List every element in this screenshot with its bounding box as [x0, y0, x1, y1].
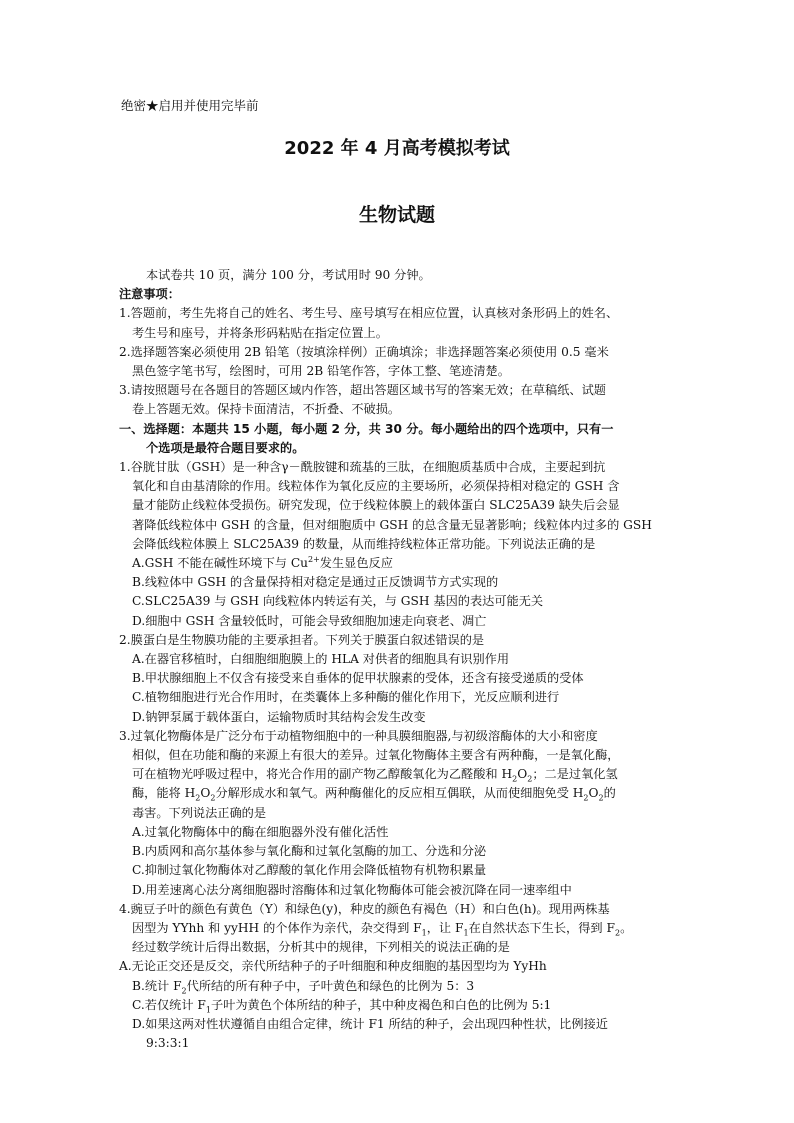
stem-text: 的	[603, 786, 616, 801]
question-stem: 2.膜蛋白是生物膜功能的主要承担者。下列关于膜蛋白叙述错误的是	[119, 632, 485, 647]
option-d: D.钠钾泵属于载体蛋白，运输物质时其结构会发生改变	[132, 709, 426, 724]
question-3	[119, 727, 691, 900]
stem-text: ；二是过氧化氢	[532, 767, 618, 782]
option-b: B.线粒体中 GSH 的含量保持相对稳定是通过正反馈调节方式实现的	[132, 575, 499, 590]
option-text: A.GSH 不能在碱性环境下与 Cu	[132, 556, 308, 571]
subject-title: 生物试题	[358, 204, 435, 226]
note-3	[119, 381, 691, 419]
confidential-notice: 绝密★启用并使用完毕前	[121, 98, 259, 113]
option-text: B.统计 F	[132, 978, 182, 993]
option-c: C.SLC25A39 与 GSH 向线粒体内转运有关，与 GSH 基因的表达可能无关	[132, 594, 544, 609]
question-stem: 量才能防止线粒体受损伤。研究发现，位于线粒体膜上的载体蛋白 SLC25A39 缺失后会显	[132, 498, 620, 513]
note-2	[119, 343, 691, 381]
question-4	[119, 900, 691, 1054]
stem-text: 因型为 YYhh 和 yyHH 的个体作为亲代，杂交得到 F	[132, 920, 422, 935]
stem-text: O	[588, 786, 599, 801]
question-stem: 相似，但在功能和酶的来源上有很大的差异。过氧化物酶体主要含有两种酶，一是氧化酶，	[132, 748, 620, 763]
note-line: 2.选择题答案必须使用 2B 铅笔（按填涂样例）正确填涂；非选择题答案必须使用 0.5 毫米	[119, 344, 609, 359]
option-text: 代所结的所有种子中，子叶黄色和绿色的比例为 5：3	[186, 978, 475, 993]
section-heading-line: 一、选择题：本题共 15 小题，每小题 2 分，共 30 分。每小题给出的四个选项中，只有一	[119, 421, 614, 436]
option-text: C.若仅统计 F	[132, 997, 206, 1012]
question-1	[119, 458, 691, 631]
option-text: 发生显色反应	[319, 556, 393, 571]
question-2	[119, 631, 691, 727]
question-stem	[119, 784, 691, 803]
subscript: 2	[583, 793, 589, 803]
notes-heading: 注意事项：	[119, 287, 180, 302]
option-text: 子叶为黄色个体所结的种子，其中种皮褐色和白色的比例为 5:1	[210, 997, 552, 1012]
option-c: C.植物细胞进行光合作用时，在类囊体上多种酶的催化作用下，光反应顺利进行	[132, 690, 560, 705]
option-d: D.用差速离心法分离细胞器时溶酶体和过氧化物酶体可能会被沉降在同一速率组中	[132, 882, 572, 897]
exam-title: 2022 年 4 月高考模拟考试	[284, 138, 510, 159]
question-stem: 1.谷胱甘肽（GSH）是一种含γ－酰胺键和巯基的三肽，在细胞质基质中合成，主要起到抗	[119, 460, 606, 475]
stem-text: O	[200, 786, 211, 801]
subscript: 2	[181, 985, 187, 995]
question-stem: 毒害。下列说法正确的是	[132, 805, 267, 820]
option-b	[119, 977, 691, 996]
superscript: 2+	[308, 554, 320, 564]
stem-text: O	[517, 767, 528, 782]
section-heading	[119, 420, 691, 458]
question-stem: 经过数学统计后得出数据，分析其中的规律，下列相关的说法正确的是	[132, 940, 510, 955]
stem-text: ，让 F	[426, 920, 464, 935]
question-stem: 氧化和自由基清除的作用。线粒体作为氧化反应的主要场所，必须保持相对稳定的 GSH 含	[132, 479, 620, 494]
option-a	[119, 554, 691, 573]
note-line: 3.请按照题号在各题目的答题区域内作答，超出答题区域书写的答案无效；在草稿纸、试题	[119, 383, 606, 398]
subscript: 2	[512, 774, 518, 784]
note-line: 卷上答题无效。保持卡面清洁，不折叠、不破损。	[132, 402, 401, 417]
option-b: B.内质网和高尔基体参与氧化酶和过氧化氢酶的加工、分选和分泌	[132, 844, 487, 859]
subscript: 2	[195, 793, 201, 803]
option-c: C.抑制过氧化物酶体对乙醇酸的氧化作用会降低植物有机物积累量	[132, 863, 487, 878]
question-stem: 3.过氧化物酶体是广泛分布于动植物细胞中的一种具膜细胞器,与初级溶酶体的大小和密度	[119, 728, 598, 743]
subscript: 1	[421, 928, 427, 938]
note-1	[119, 304, 691, 342]
option-d: D.如果这两对性状遵循自由组合定律，统计 F1 所结的种子，会出现四种性状，比例接近	[132, 1016, 608, 1031]
stem-text: 分解形成水和氧气。两种酶催化的反应相互偶联，从而使细胞免受 H	[215, 786, 584, 801]
intro-text: 本试卷共 10 页，满分 100 分，考试用时 90 分钟。	[146, 268, 431, 282]
question-stem: 著降低线粒体中 GSH 的含量，但对细胞质中 GSH 的总含量无显著影响；线粒体内过多的 GSH	[132, 517, 652, 532]
subscript: 1	[205, 1005, 211, 1015]
subscript: 2	[527, 774, 533, 784]
option-d: D.细胞中 GSH 含量较低时，可能会导致细胞加速走向衰老、凋亡	[132, 613, 487, 628]
exam-body	[119, 266, 691, 1053]
option-a: A.无论正交还是反交，亲代所结种子的子叶细胞和种皮细胞的基因型均为 YyHh	[119, 959, 547, 974]
note-line: 考生号和座号，并将条形码粘贴在指定位置上。	[132, 325, 388, 340]
option-a: A.过氧化物酶体中的酶在细胞器外没有催化活性	[132, 824, 389, 839]
stem-text: 酶，能将 H	[132, 786, 196, 801]
question-stem: 4.豌豆子叶的颜色有黄色（Y）和绿色(y)，种皮的颜色有褐色（H）和白色(h)。现用两株基	[119, 901, 610, 916]
option-d-continued: 9:3:3:1	[146, 1036, 190, 1051]
stem-text: 可在植物光呼吸过程中，将光合作用的副产物乙醇酸氧化为乙醛酸和 H	[132, 767, 513, 782]
note-line: 黑色签字笔书写，绘图时，可用 2B 铅笔作答，字体工整、笔迹清楚。	[132, 364, 510, 379]
subscript: 2	[210, 793, 216, 803]
question-stem	[119, 919, 691, 938]
question-stem: 会降低线粒体膜上 SLC25A39 的数量，从而维持线粒体正常功能。下列说法正确的是	[132, 536, 596, 551]
section-heading-line: 个选项是最符合题目要求的。	[146, 440, 305, 455]
subscript: 2	[598, 793, 604, 803]
question-stem	[119, 765, 691, 784]
stem-text: 。	[620, 920, 633, 935]
note-line: 1.答题前，考生先将自己的姓名、考生号、座号填写在相应位置，认真核对条形码上的姓名、	[119, 306, 619, 321]
option-c	[119, 996, 691, 1015]
option-a: A.在器官移植时，白细胞细胞膜上的 HLA 对供者的细胞具有识别作用	[132, 652, 510, 667]
subscript: 2	[614, 928, 621, 938]
subscript: 1	[463, 928, 469, 938]
option-b: B.甲状腺细胞上不仅含有接受来自垂体的促甲状腺素的受体，还含有接受递质的受体	[132, 671, 584, 686]
stem-text: 在自然状态下生长，得到 F	[468, 920, 615, 935]
